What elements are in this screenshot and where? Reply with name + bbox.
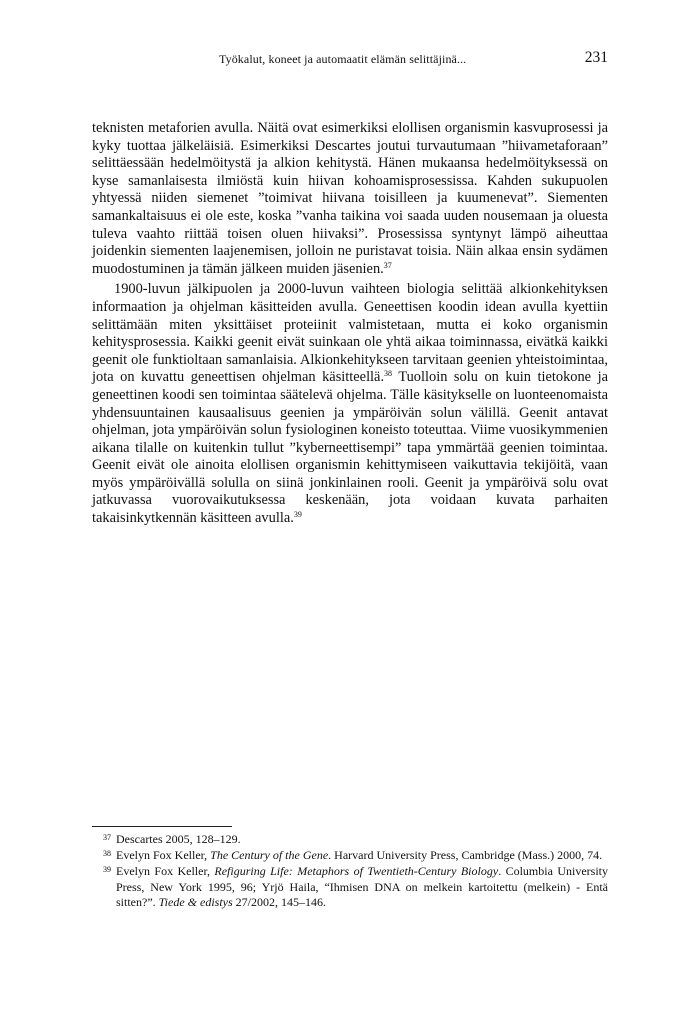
paragraph-2-text-b: Tuolloin solu on kuin tietokone ja geneettinen koodi sen toimintaa säätelevä ohjelma. Tälle käsitykselle on luonteenomaista yhdensuuntainen kausaalisuus geenien ja ympäröivän solun välillä. Geenit antavat ohjelman, jota ympäröivän solun fysiologinen koneisto toteuttaa. Viime vuosikymmenien aikana tilalle on kuitenkin tullut ”kyberneettisempi” tapa ymmärtää geenien toimintaa. Geenit eivät ole ainoita elollisen organismin kehittymiseen vaikuttavia tekijöitä, vaan myös ympäröivällä solulla on siinä jonkinlainen rooli. Geenit ja ympäröivä solu ovat jatkuvassa vuorovaikutuksessa keskenään, jota voidaan kuvata parhaiten takaisinkytkennän käsitteen avulla. [92,369,608,527]
footnote-text-post: 27/2002, 145–146. [232,894,326,909]
body-text [92,120,608,528]
footnotes [92,832,608,911]
footnote-divider [92,826,232,827]
footnote-book-title: The Century of the Gene [210,848,329,863]
footnote-text: Descartes 2005, 128–129. [116,832,241,846]
footnote-text-pre: Evelyn Fox Keller, [116,848,211,863]
footnote-number: 38 [103,849,111,859]
paragraph-1-text: teknisten metaforien avulla. Näitä ovat esimerkiksi elollisen organismin kasvuprosessi ja kyky tuottaa jälkeläisiä. Esimerkiksi Descartes joutui turvautumaan ”hiivametaforaan” selittäessään hedelmöitystä ja alkion kehitystä. Hänen mukaansa hedelmöityksessä on kyse samanlaisesta ilmiöstä kuin hiivan kohoamisprosessissa. Kahden sukupuolen yhtyessä niiden siemenet ”toimivat hiivana toisilleen ja kuumenevat”. Siementen samankaltaisuus ei ole este, koska ”vanha taikina voi saada uuden nousemaan ja oluesta tuleva vaahto riittää toisen oluen hiivaksi”. Prosessissa syntynyt lämpö aiheuttaa joidenkin siementen laajenemisen, jolloin ne puristavat toisia. Näin alkaa ensin sydämen muodostuminen ja tämän jälkeen muiden jäsenien. [92,120,608,277]
page-header [0,49,700,71]
footnote-39 [92,864,608,910]
footnote-ref-39[interactable]: 39 [293,510,302,520]
footnote-journal-title: Tiede & edistys [158,894,233,909]
footnote-text-post: . Harvard University Press, Cambridge (Mass.) 2000, 74. [328,848,603,863]
footnote-ref-38[interactable]: 38 [384,369,393,379]
footnote-number: 39 [103,865,111,875]
paragraph-2-text-a: 1900-luvun jälkipuolen ja 2000-luvun vaihteen biologia selittää alkionkehityksen informaation ja ohjelman käsitteiden avulla. Geneettisen koodin idean avulla kyettiin selittämään miten yksittäiset proteiinit valmistetaan, mutta ei koko organismin kehitysprosessia. Kaikki geenit eivät suinkaan ole yhtä aikaa toiminnassa, eivätkä kaikki geenit ole funktioltaan samanlaisia. Alkionkehitykseen tarvitaan geenien yhteistoimintaa, jota on kuvattu geneettisen ohjelman käsitteellä. [92,281,608,386]
footnote-number: 37 [103,833,111,842]
footnote-38 [92,848,608,863]
footnote-book-title: Refiguring Life: Metaphors of Twentieth-Century Biology [214,864,499,879]
paragraph-2 [92,281,608,527]
page-number: 231 [584,49,608,66]
running-title: Työkalut, koneet ja automaatit elämän selittäjinä... [219,52,467,66]
paragraph-1 [92,120,608,278]
footnote-text-pre: Evelyn Fox Keller, [116,864,215,879]
footnote-text-mid: . Columbia University Press, New York 1995, 96; Yrjö Haila, “Ihmisen DNA on melkein kartoitettu (melkein) - Entä sitten?”. [116,864,608,909]
footnote-ref-37[interactable]: 37 [383,260,392,270]
footnote-37 [92,832,608,847]
